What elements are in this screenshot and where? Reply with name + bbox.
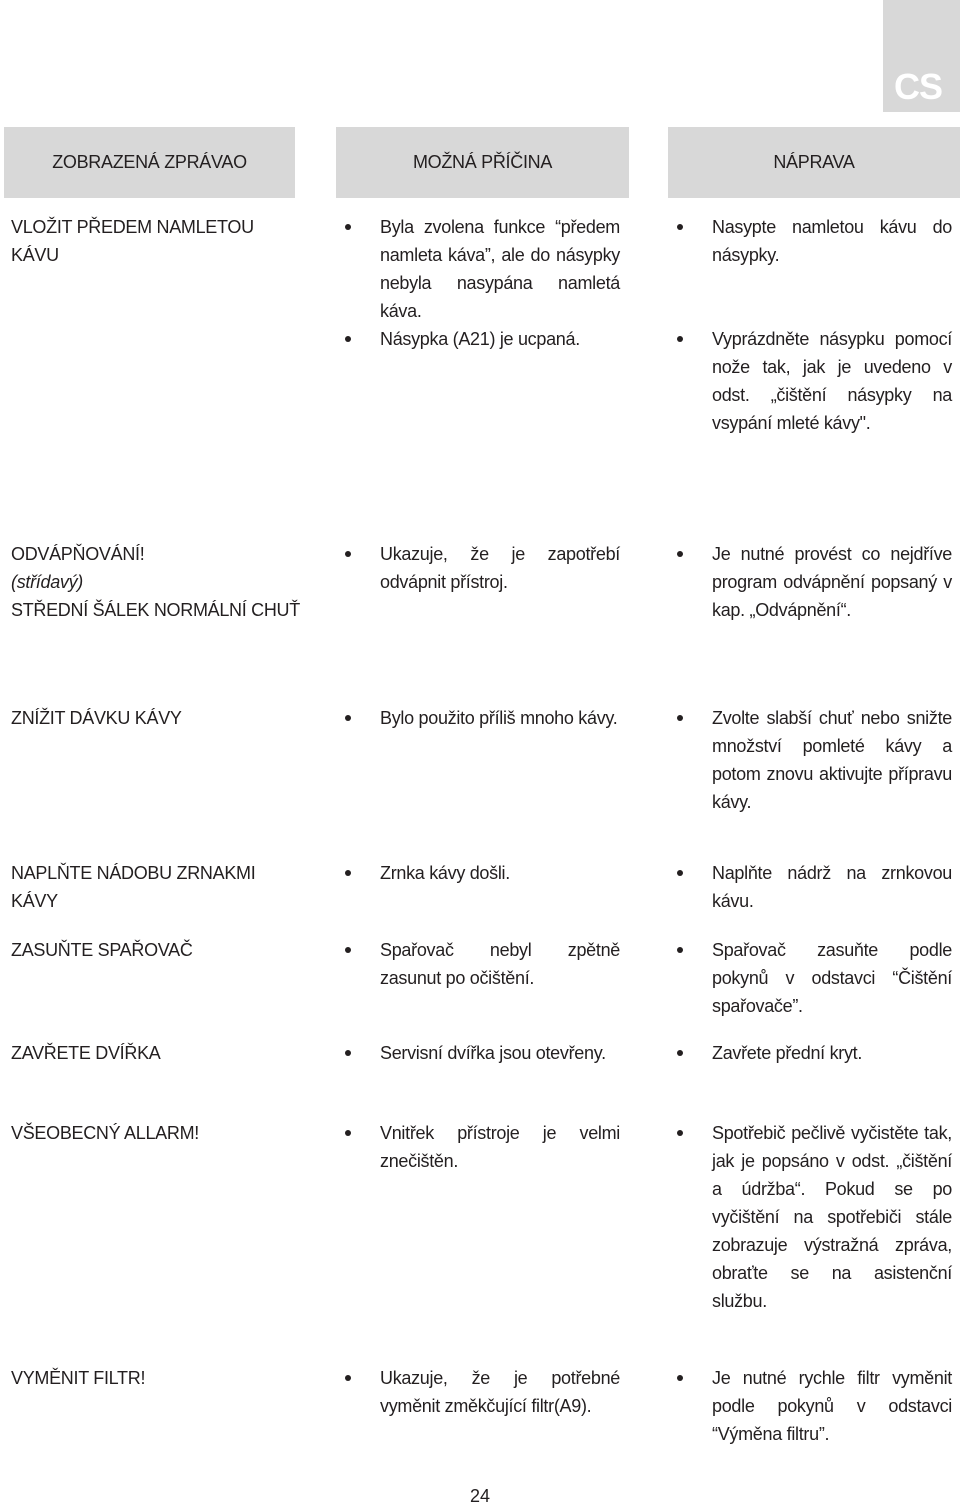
bullet-icon — [677, 870, 683, 876]
row-message: ZASUŇTE SPAŘOVAČ — [11, 940, 193, 960]
row-remedy: Zavřete přední kryt. — [712, 1043, 863, 1063]
bullet-icon — [345, 947, 351, 953]
row-remedy: Vyprázdněte násypku pomocí nože tak, jak je uvedeno v odst. „čištění násypky na vsypání mleté kávy". — [712, 329, 952, 433]
bullet-icon — [345, 1050, 351, 1056]
bullet-icon — [345, 1130, 351, 1136]
bullet-icon — [345, 336, 351, 342]
row-cause: Zrnka kávy došli. — [380, 863, 510, 883]
message-extra: STŘEDNÍ ŠÁLEK NORMÁLNÍ CHUŤ — [11, 600, 300, 620]
row-cause: Bylo použito příliš mnoho kávy. — [380, 708, 618, 728]
row-cause: Násypka (A21) je ucpaná. — [380, 329, 580, 349]
row-cause: Vnitřek přístroje je velmi znečištěn. — [380, 1123, 620, 1171]
bullet-icon — [677, 715, 683, 721]
message-title: ODVÁPŇOVÁNÍ! — [11, 544, 145, 564]
bullet-icon — [677, 551, 683, 557]
bullet-icon — [677, 1375, 683, 1381]
language-code: CS — [893, 66, 942, 107]
row-cause: Byla zvolena funkce “předem namleta káva”, ale do násypky nebyla nasypána namletá káva. — [380, 217, 620, 321]
row-remedy: Nasypte namletou kávu do násypky. — [712, 217, 952, 265]
header-remedy: NÁPRAVA — [668, 127, 960, 198]
language-tab — [883, 0, 960, 112]
row-cause: Servisní dvířka jsou otevřeny. — [380, 1043, 606, 1063]
row-cause: Ukazuje, že je potřebné vyměnit změkčující filtr(A9). — [380, 1368, 620, 1416]
row-message: ZAVŘETE DVÍŘKA — [11, 1043, 161, 1063]
row-message — [11, 540, 301, 624]
row-remedy: Je nutné provést co nejdříve program odvápnění popsaný v kap. „Odvápnění“. — [712, 544, 952, 620]
bullet-icon — [677, 224, 683, 230]
row-message: ZNÍŽIT DÁVKU KÁVY — [11, 708, 182, 728]
bullet-icon — [677, 1050, 683, 1056]
bullet-icon — [345, 1375, 351, 1381]
header-cause: MOŽNÁ PŘÍČINA — [336, 127, 629, 198]
header-message: ZOBRAZENÁ ZPRÁVAO — [4, 127, 295, 198]
row-cause: Ukazuje, že je zapotřebí odvápnit přístroj. — [380, 544, 620, 592]
bullet-icon — [345, 551, 351, 557]
row-message: NAPLŇTE NÁDOBU ZRNAKMI KÁVY — [11, 863, 256, 911]
row-remedy: Spařovač zasuňte podle pokynů v odstavci “Čištění spařovače”. — [712, 940, 952, 1016]
message-note: (střídavý) — [11, 572, 84, 592]
row-remedy: Naplňte nádrž na zrnkovou kávu. — [712, 863, 952, 911]
bullet-icon — [345, 870, 351, 876]
page-number: 24 — [469, 1486, 491, 1506]
row-message: VYMĚNIT FILTR! — [11, 1368, 146, 1388]
bullet-icon — [677, 336, 683, 342]
bullet-icon — [677, 947, 683, 953]
bullet-icon — [345, 224, 351, 230]
bullet-icon — [677, 1130, 683, 1136]
row-remedy: Spotřebič pečlivě vyčistěte tak, jak je popsáno v odst. „čištění a údržba“. Pokud se po vyčištění na spotřebiči stále zobrazuje výstražná zpráva, obraťte se na asistenční službu. — [712, 1123, 952, 1311]
row-remedy: Zvolte slabší chuť nebo snižte množství pomleté kávy a potom znovu aktivujte přípravu kávy. — [712, 708, 952, 812]
bullet-icon — [345, 715, 351, 721]
row-remedy: Je nutné rychle filtr vyměnit podle pokynů v odstavci “Výměna filtru”. — [712, 1368, 952, 1444]
row-message: VŠEOBECNÝ ALLARM! — [11, 1123, 199, 1143]
row-cause: Spařovač nebyl zpětně zasunut po očištění. — [380, 940, 620, 988]
row-message: VLOŽIT PŘEDEM NAMLETOU KÁVU — [11, 217, 254, 265]
